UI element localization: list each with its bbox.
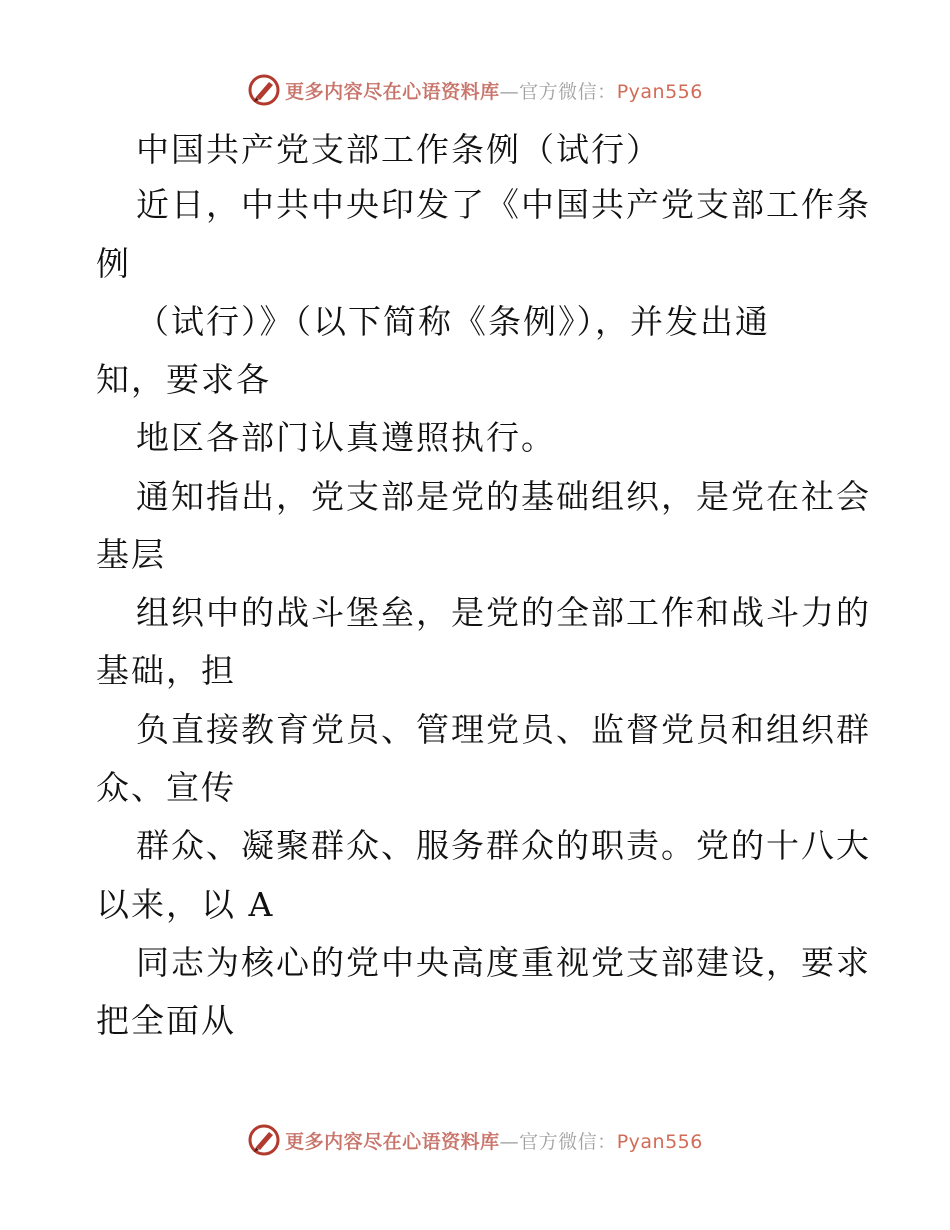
text-line: 群众、凝聚群众、服务群众的职责。党的十八大 [136,826,871,865]
text-line: 地区各部门认真遵照执行。 [136,418,556,457]
pen-circle-logo-icon [247,73,281,107]
text-line: （试行）》（以下简称《条例》），并发出通 [136,302,770,341]
text-line: 基础，担 [96,651,236,690]
watermark-wechat-id: Pyan556 [616,1130,703,1153]
watermark-footer [0,1120,950,1160]
text-line: 众、宣传 [96,768,236,807]
watermark-main-text: 更多内容尽在心语资料库 [285,80,500,103]
text-line: 组织中的战斗堡垒，是党的全部工作和战斗力的 [136,593,871,632]
document-title: 中国共产党支部工作条例（试行） [136,130,661,169]
watermark-text [285,77,703,104]
text-line: 例 [96,244,131,283]
watermark-sub-text: 官方微信： [519,1130,617,1153]
watermark-wechat-id: Pyan556 [616,80,703,103]
text-line: 以来，以 A [96,885,275,924]
watermark-header [0,70,950,110]
watermark-dash: — [499,1130,520,1153]
watermark-sub-text: 官方微信： [519,80,617,103]
text-line: 基层 [96,535,166,574]
watermark-main-text: 更多内容尽在心语资料库 [285,1130,500,1153]
text-line: 知，要求各 [96,360,271,399]
text-line: 同志为核心的党中央高度重视党支部建设，要求 [136,943,871,982]
text-line: 负直接教育党员、管理党员、监督党员和组织群 [136,710,871,749]
text-line: 把全面从 [96,1001,236,1040]
text-line: 近日，中共中央印发了《中国共产党支部工作条 [136,185,871,224]
watermark-text [285,1127,703,1154]
pen-circle-logo-icon [247,1123,281,1157]
text-line: 通知指出，党支部是党的基础组织，是党在社会 [136,477,871,516]
watermark-dash: — [499,80,520,103]
